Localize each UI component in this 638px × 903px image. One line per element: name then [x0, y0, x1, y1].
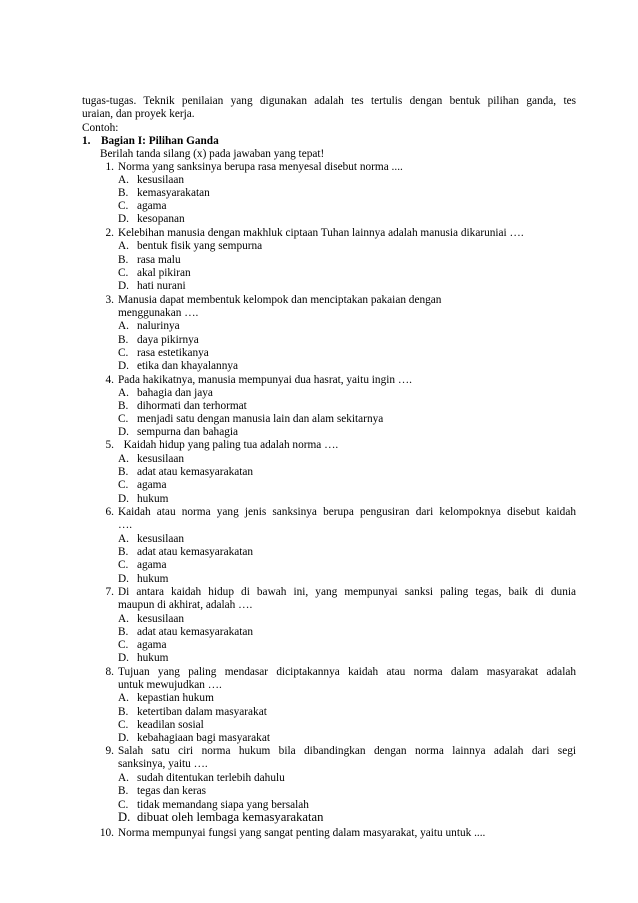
option-6-b — [118, 546, 253, 559]
option-2-a — [118, 240, 262, 253]
question-number: 6. — [105, 506, 114, 518]
option-text: agama — [137, 479, 167, 491]
option-letter: C. — [118, 200, 129, 212]
question-number: 7. — [105, 586, 114, 598]
question-number: 9. — [105, 745, 114, 757]
option-letter: A. — [118, 533, 129, 545]
option-text: dibuat oleh lembaga kemasyarakatan — [137, 810, 324, 824]
option-text: etika dan khayalannya — [137, 360, 238, 372]
option-text: daya pikirnya — [137, 334, 199, 346]
option-5-d — [118, 493, 168, 506]
option-letter: A. — [118, 320, 129, 332]
option-letter: D. — [118, 652, 129, 664]
option-text: ketertiban dalam masyarakat — [137, 706, 267, 718]
option-text: rasa estetikanya — [137, 347, 209, 359]
option-text: kepastian hukum — [137, 692, 214, 704]
option-text: agama — [137, 639, 167, 651]
option-letter: D. — [118, 573, 129, 585]
intro-paragraph — [82, 95, 576, 122]
option-letter: A. — [118, 174, 129, 186]
option-7-b — [118, 626, 253, 639]
option-4-d — [118, 426, 238, 439]
option-8-a — [118, 692, 214, 705]
question-number: 8. — [105, 666, 114, 678]
question-number: 4. — [105, 374, 114, 386]
option-letter: B. — [118, 400, 129, 412]
option-text: agama — [137, 200, 167, 212]
option-1-c — [118, 200, 166, 213]
option-8-b — [118, 706, 267, 719]
option-text: kesusilaan — [137, 453, 185, 465]
question-text: Norma mempunyai fungsi yang sangat penting dalam masyarakat, yaitu untuk .... — [118, 827, 486, 839]
option-text: nalurinya — [137, 320, 180, 332]
option-9-a — [118, 772, 285, 785]
option-letter: C. — [118, 479, 129, 491]
option-3-a — [118, 320, 180, 333]
section-number: 1. — [82, 135, 91, 147]
contoh-label: Contoh: — [82, 122, 119, 134]
option-text: hati nurani — [137, 280, 186, 292]
option-text: rasa malu — [137, 254, 181, 266]
option-text: hukum — [137, 493, 169, 505]
option-text: kesopanan — [137, 213, 185, 225]
option-text: kebahagiaan bagi masyarakat — [137, 732, 270, 744]
section-title: Bagian I: Pilihan Ganda — [101, 135, 219, 147]
option-letter: D. — [118, 280, 129, 292]
option-text: hukum — [137, 573, 169, 585]
option-text: adat atau kemasyarakatan — [137, 546, 254, 558]
question-text: Kaidah hidup yang paling tua adalah norma …. — [118, 439, 339, 451]
option-letter: B. — [118, 706, 129, 718]
option-letter: B. — [118, 187, 129, 199]
option-letter: C. — [118, 267, 129, 279]
option-text: agama — [137, 559, 167, 571]
option-2-b — [118, 254, 181, 267]
option-letter: D. — [118, 732, 129, 744]
option-5-c — [118, 479, 166, 492]
option-text: kemasyarakatan — [137, 187, 210, 199]
option-letter: A. — [118, 692, 129, 704]
option-4-a — [118, 387, 213, 400]
option-text: adat atau kemasyarakatan — [137, 626, 254, 638]
option-letter: A. — [118, 613, 129, 625]
option-text: dihormati dan terhormat — [137, 400, 247, 412]
option-letter: C. — [118, 413, 129, 425]
section-instruction: Berilah tanda silang (x) pada jawaban yang tepat! — [100, 148, 325, 160]
option-3-b — [118, 334, 199, 347]
option-7-a — [118, 613, 184, 626]
option-letter: A. — [118, 387, 129, 399]
option-letter: D. — [118, 493, 129, 505]
question-text-line-1: Di antara kaidah hidup di bawah ini, yang mempunyai sanksi paling tegas, baik di dunia — [118, 586, 576, 598]
question-text: Norma yang sanksinya berupa rasa menyesal disebut norma .... — [118, 161, 403, 173]
option-6-a — [118, 533, 184, 546]
option-letter: A. — [118, 453, 129, 465]
option-letter: B. — [118, 254, 129, 266]
question-number: 3. — [105, 294, 114, 306]
question-number: 10. — [99, 827, 114, 839]
option-letter: B. — [118, 785, 129, 797]
question-text: Pada hakikatnya, manusia mempunyai dua hasrat, yaitu ingin …. — [118, 374, 412, 386]
intro-line-1: tugas-tugas. Teknik penilaian yang digunakan adalah tes tertulis dengan bentuk pilihan ganda, tes — [82, 95, 576, 107]
question-number: 2. — [105, 227, 114, 239]
question-text-line-1: Kaidah atau norma yang jenis sanksinya berupa pengusiran dari kelompoknya disebut kaidah — [118, 506, 576, 518]
option-letter: B. — [118, 466, 129, 478]
option-letter: D. — [118, 360, 129, 372]
question-number: 1. — [105, 161, 114, 173]
option-letter: B. — [118, 626, 129, 638]
option-letter: C. — [118, 639, 129, 651]
option-letter: C. — [118, 559, 129, 571]
question-number: 5. — [105, 439, 114, 451]
option-text: menjadi satu dengan manusia lain dan alam sekitarnya — [137, 413, 384, 425]
option-8-c — [118, 719, 204, 732]
question-text-line-1: Salah satu ciri norma hukum bila dibandingkan dengan norma lainnya adalah dari segi — [118, 745, 576, 757]
option-text: sudah ditentukan terlebih dahulu — [137, 772, 285, 784]
option-1-a — [118, 174, 184, 187]
question-text-line-2: menggunakan …. — [118, 307, 199, 319]
option-letter: D. — [118, 426, 129, 438]
option-letter: C. — [118, 719, 129, 731]
option-text: keadilan sosial — [137, 719, 204, 731]
option-4-b — [118, 400, 247, 413]
option-5-a — [118, 453, 184, 466]
question-text: Kelebihan manusia dengan makhluk ciptaan Tuhan lainnya adalah manusia dikaruniai …. — [118, 227, 524, 239]
question-text-line-2: …. — [118, 519, 133, 531]
option-letter: B. — [118, 546, 129, 558]
question-text-line-1: Manusia dapat membentuk kelompok dan menciptakan pakaian dengan — [118, 294, 442, 306]
question-text-line-2: sanksinya, yaitu …. — [118, 758, 208, 770]
option-text: adat atau kemasyarakatan — [137, 466, 254, 478]
option-5-b — [118, 466, 253, 479]
question-text-line-1: Tujuan yang paling mendasar diciptakannya kaidah atau norma dalam masyarakat adalah — [118, 666, 576, 678]
option-text: bahagia dan jaya — [137, 387, 213, 399]
option-text: kesusilaan — [137, 613, 185, 625]
option-text: kesusilaan — [137, 533, 185, 545]
option-2-c — [118, 267, 191, 280]
option-letter: C. — [118, 799, 129, 811]
intro-line-2: uraian, dan proyek kerja. — [82, 108, 195, 121]
option-3-c — [118, 347, 209, 360]
option-7-c — [118, 639, 166, 652]
question-text-line-2: maupun di akhirat, adalah …. — [118, 599, 253, 611]
option-letter: C. — [118, 347, 129, 359]
option-text: sempurna dan bahagia — [137, 426, 239, 438]
option-1-b — [118, 187, 210, 200]
option-7-d — [118, 652, 168, 665]
option-text: kesusilaan — [137, 174, 185, 186]
option-1-d — [118, 213, 185, 226]
option-3-d — [118, 360, 238, 373]
option-letter: A. — [118, 240, 129, 252]
option-letter: D. — [118, 213, 129, 225]
option-9-b — [118, 785, 206, 798]
option-9-d — [118, 811, 323, 824]
option-text: tegas dan keras — [137, 785, 207, 797]
option-2-d — [118, 280, 186, 293]
option-4-c — [118, 413, 383, 426]
option-8-d — [118, 732, 270, 745]
option-letter: D. — [118, 810, 131, 824]
option-6-c — [118, 559, 166, 572]
option-text: tidak memandang siapa yang bersalah — [137, 799, 309, 811]
question-text-line-2: untuk mewujudkan …. — [118, 679, 222, 691]
option-text: bentuk fisik yang sempurna — [137, 240, 263, 252]
option-letter: B. — [118, 334, 129, 346]
option-6-d — [118, 573, 168, 586]
option-letter: A. — [118, 772, 129, 784]
option-text: hukum — [137, 652, 169, 664]
option-text: akal pikiran — [137, 267, 191, 279]
